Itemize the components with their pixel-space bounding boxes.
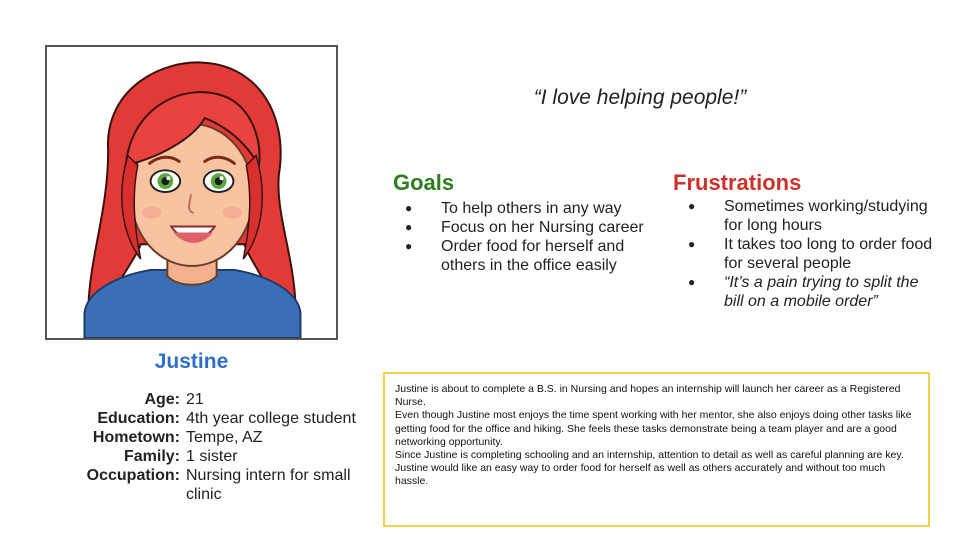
frustration-item: ● “It’s a pain trying to split the bill on a mobile order” <box>677 273 937 311</box>
fact-label: Hometown: <box>92 429 180 446</box>
frustration-item: ● It takes too long to order food for several people <box>677 235 937 273</box>
goals-heading: Goals <box>393 170 455 195</box>
fact-value: 21 <box>186 391 204 408</box>
bio-paragraph: Justine is about to complete a B.S. in Nursing and hopes an internship will launch her career as a Registered Nurse. <box>395 383 901 409</box>
fact-education <box>62 409 366 428</box>
fact-family <box>62 447 366 466</box>
fact-value: 4th year college student <box>186 410 356 427</box>
fact-occupation <box>62 466 366 504</box>
persona-name: Justine <box>154 350 229 373</box>
fact-label: Occupation: <box>86 467 180 484</box>
fact-value: Nursing intern for small clinic <box>186 467 351 503</box>
goal-item: ● To help others in any way <box>394 199 654 218</box>
goal-item: ● Focus on her Nursing career <box>394 218 654 237</box>
fact-age <box>62 390 366 409</box>
persona-avatar <box>45 45 338 340</box>
fact-label: Age: <box>144 391 180 408</box>
frustration-item: ● Sometimes working/studying for long hours <box>677 197 937 235</box>
goals-list <box>394 199 654 275</box>
fact-value: 1 sister <box>186 448 238 465</box>
bio-paragraph: Even though Justine most enjoys the time spent working with her mentor, she also enjoys doing other tasks like getting food for the office and hiking. She feels these tasks demonstrate being a team player and are a good networking opportunity. <box>395 409 912 448</box>
bio-box <box>383 372 930 527</box>
frustrations-list <box>677 197 937 311</box>
persona-quote: “I love helping people!” <box>533 86 747 109</box>
goal-item: ● Order food for herself and others in the office easily <box>394 237 654 275</box>
fact-label: Family: <box>123 448 180 465</box>
frustrations-heading: Frustrations <box>673 170 802 195</box>
woman-portrait-illustration <box>47 47 336 338</box>
fact-hometown <box>62 428 366 447</box>
bio-paragraph: Since Justine is completing schooling and an internship, attention to detail as well as careful planning are key. Justine would like an easy way to order food for herself as well as others accurately and without too much hassle. <box>395 449 904 488</box>
fact-value: Tempe, AZ <box>186 429 263 446</box>
fact-label: Education: <box>97 410 180 427</box>
persona-facts <box>62 390 366 504</box>
